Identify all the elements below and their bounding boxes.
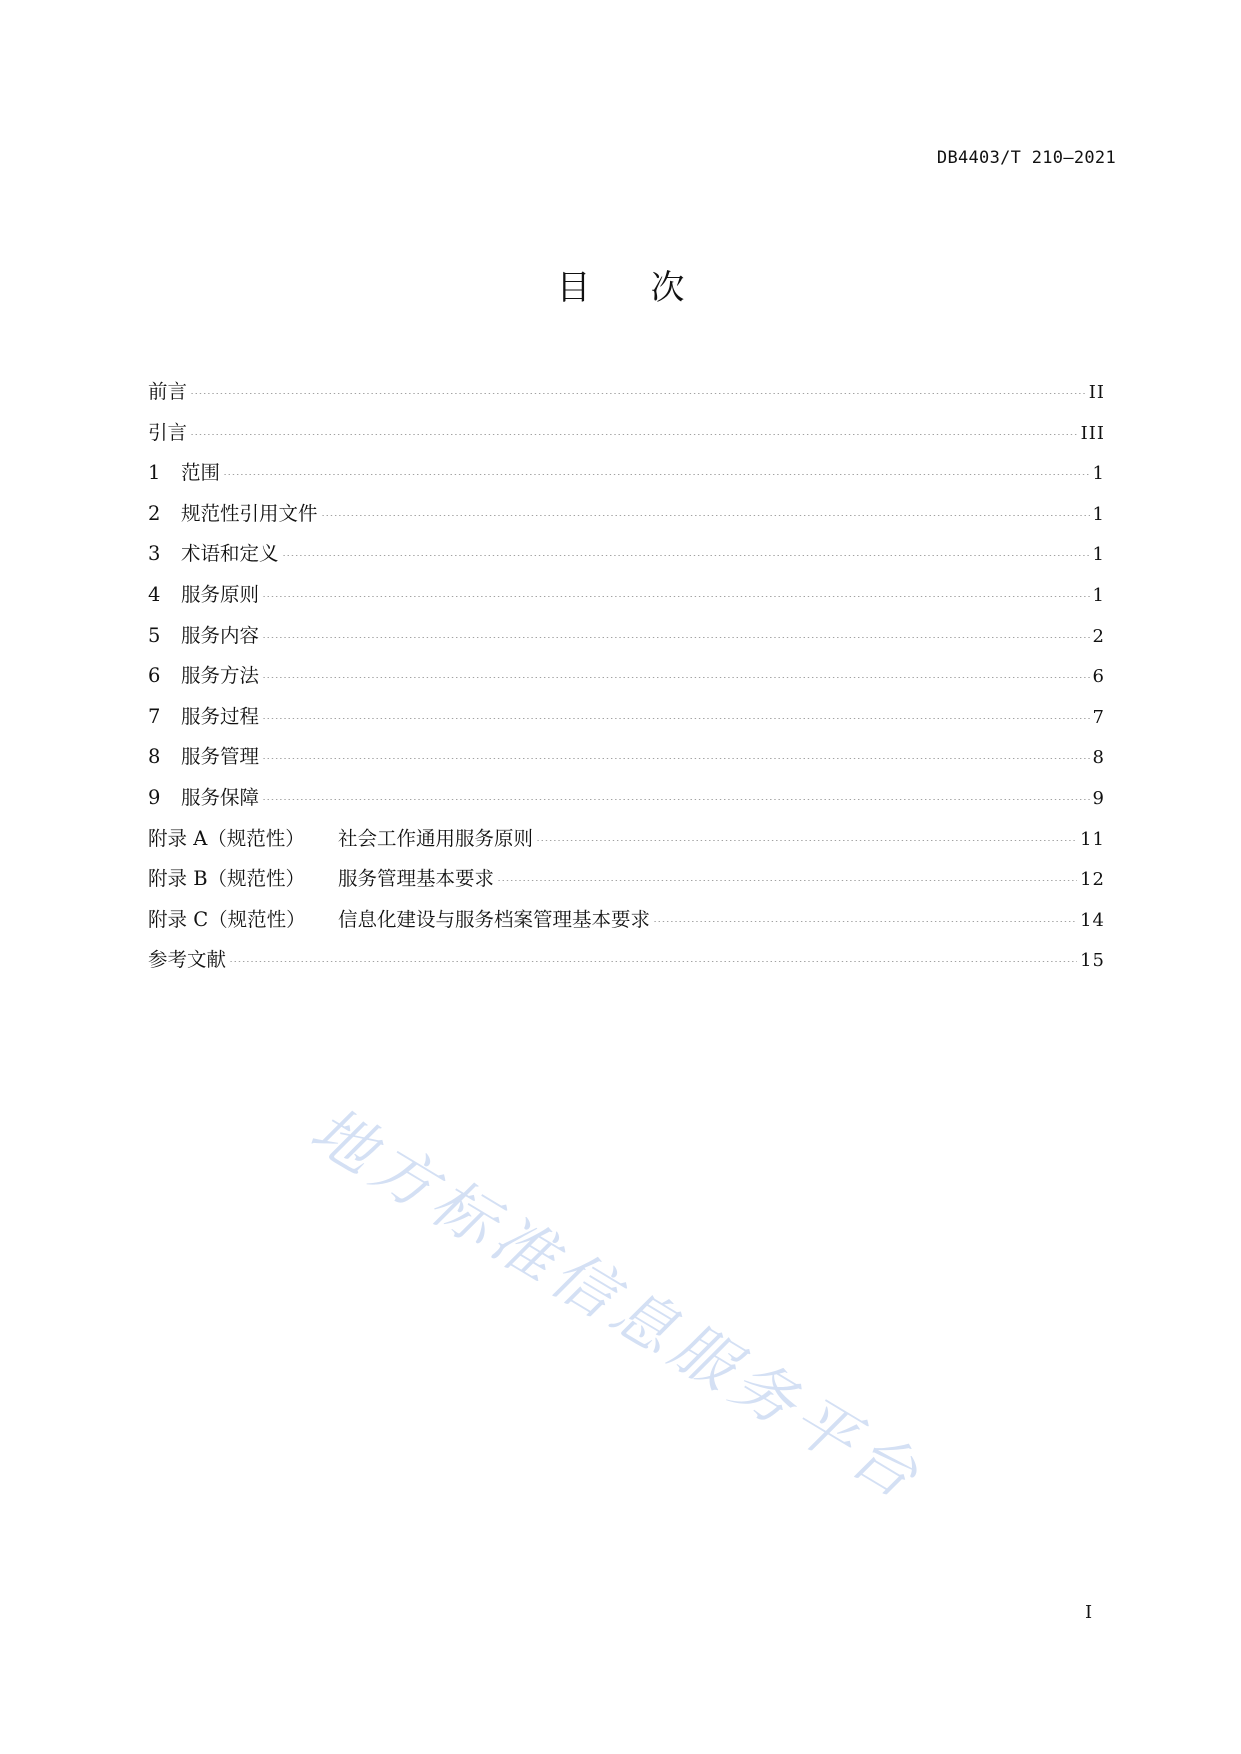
toc-entry-label: 服务过程 — [181, 704, 260, 728]
toc-entry-label: 服务保障 — [181, 785, 260, 809]
toc-dot-leader — [190, 393, 1086, 394]
toc-dot-leader — [262, 718, 1090, 719]
toc-entry[interactable] — [148, 494, 1105, 535]
toc-dot-leader — [321, 515, 1090, 516]
toc-entry-label: 范围 — [181, 461, 221, 485]
toc-dot-leader — [190, 434, 1078, 435]
toc-dot-leader — [282, 555, 1090, 556]
toc-entry-page: 1 — [1092, 463, 1105, 485]
toc-entry-page: 6 — [1092, 666, 1105, 688]
toc-entry[interactable] — [148, 737, 1105, 778]
watermark: 地方标准信息服务平台 — [298, 1092, 937, 1516]
toc-entry-number: 1 — [148, 461, 161, 485]
toc-entry-label: 服务管理 — [181, 745, 260, 769]
toc-entry[interactable] — [148, 616, 1105, 657]
document-code: DB4403/T 210—2021 — [936, 148, 1116, 168]
toc-entry[interactable] — [148, 697, 1105, 738]
toc-dot-leader — [262, 758, 1090, 759]
toc-entry-label: 服务管理基本要求 — [338, 867, 495, 891]
toc-entry-page: 12 — [1080, 869, 1105, 891]
toc-entry-label: 参考文献 — [148, 948, 227, 972]
toc-entry-label: 术语和定义 — [181, 542, 279, 566]
toc-entry[interactable] — [148, 940, 1105, 981]
toc-entry[interactable] — [148, 453, 1105, 494]
toc-dot-leader — [262, 799, 1090, 800]
table-of-contents — [148, 372, 1105, 981]
toc-entry[interactable] — [148, 656, 1105, 697]
toc-entry-label: 服务原则 — [181, 582, 260, 606]
toc-entry[interactable] — [148, 534, 1105, 575]
toc-entry-label: 前言 — [148, 380, 188, 403]
toc-entry-page: 7 — [1092, 706, 1105, 728]
toc-dot-leader — [223, 474, 1090, 475]
toc-entry-number: 4 — [148, 582, 161, 606]
toc-entry-label: 服务方法 — [181, 664, 260, 688]
toc-entry-annex-prefix: 附录 C（规范性） — [148, 907, 306, 931]
toc-title: 目次 — [556, 268, 745, 308]
toc-entry[interactable] — [148, 575, 1105, 616]
toc-entry-annex-prefix: 附录 A（规范性） — [148, 826, 305, 850]
toc-entry[interactable] — [148, 413, 1105, 454]
toc-entry[interactable] — [148, 900, 1105, 941]
toc-dot-leader — [536, 840, 1077, 841]
toc-entry-number: 9 — [148, 785, 161, 809]
toc-dot-leader — [653, 921, 1077, 922]
toc-entry-page: 8 — [1092, 747, 1105, 769]
toc-entry-label: 信息化建设与服务档案管理基本要求 — [338, 907, 651, 931]
toc-dot-leader — [262, 677, 1090, 678]
toc-entry-page: 14 — [1080, 909, 1105, 931]
toc-entry-page: 1 — [1092, 584, 1105, 606]
toc-entry-number: 6 — [148, 664, 161, 688]
toc-dot-leader — [229, 961, 1077, 962]
toc-entry-label: 引言 — [148, 420, 188, 444]
toc-entry-label: 社会工作通用服务原则 — [338, 826, 534, 850]
page-number: I — [1085, 1602, 1093, 1623]
toc-entry-annex-prefix: 附录 B（规范性） — [148, 867, 306, 891]
toc-dot-leader — [262, 596, 1090, 597]
toc-entry-page: 15 — [1080, 950, 1105, 972]
toc-entry-page: 9 — [1092, 787, 1105, 809]
toc-entry-number: 5 — [148, 623, 161, 647]
toc-entry-page: 11 — [1080, 828, 1105, 850]
toc-entry-number: 2 — [148, 501, 161, 525]
toc-entry-number: 3 — [148, 542, 161, 566]
toc-entry[interactable] — [148, 819, 1105, 860]
toc-entry-page: II — [1088, 382, 1105, 403]
toc-dot-leader — [497, 880, 1077, 881]
toc-entry[interactable] — [148, 859, 1105, 900]
toc-entry-number: 7 — [148, 704, 161, 728]
toc-entry-page: 1 — [1092, 544, 1105, 566]
toc-entry[interactable] — [148, 372, 1105, 413]
toc-entry-label: 服务内容 — [181, 623, 260, 647]
toc-entry-page: 1 — [1092, 503, 1105, 525]
toc-entry-label: 规范性引用文件 — [181, 501, 318, 525]
toc-entry-page: III — [1080, 422, 1105, 444]
toc-entry-number: 8 — [148, 745, 161, 769]
toc-entry-page: 2 — [1092, 625, 1105, 647]
toc-dot-leader — [262, 637, 1090, 638]
toc-entry[interactable] — [148, 778, 1105, 819]
